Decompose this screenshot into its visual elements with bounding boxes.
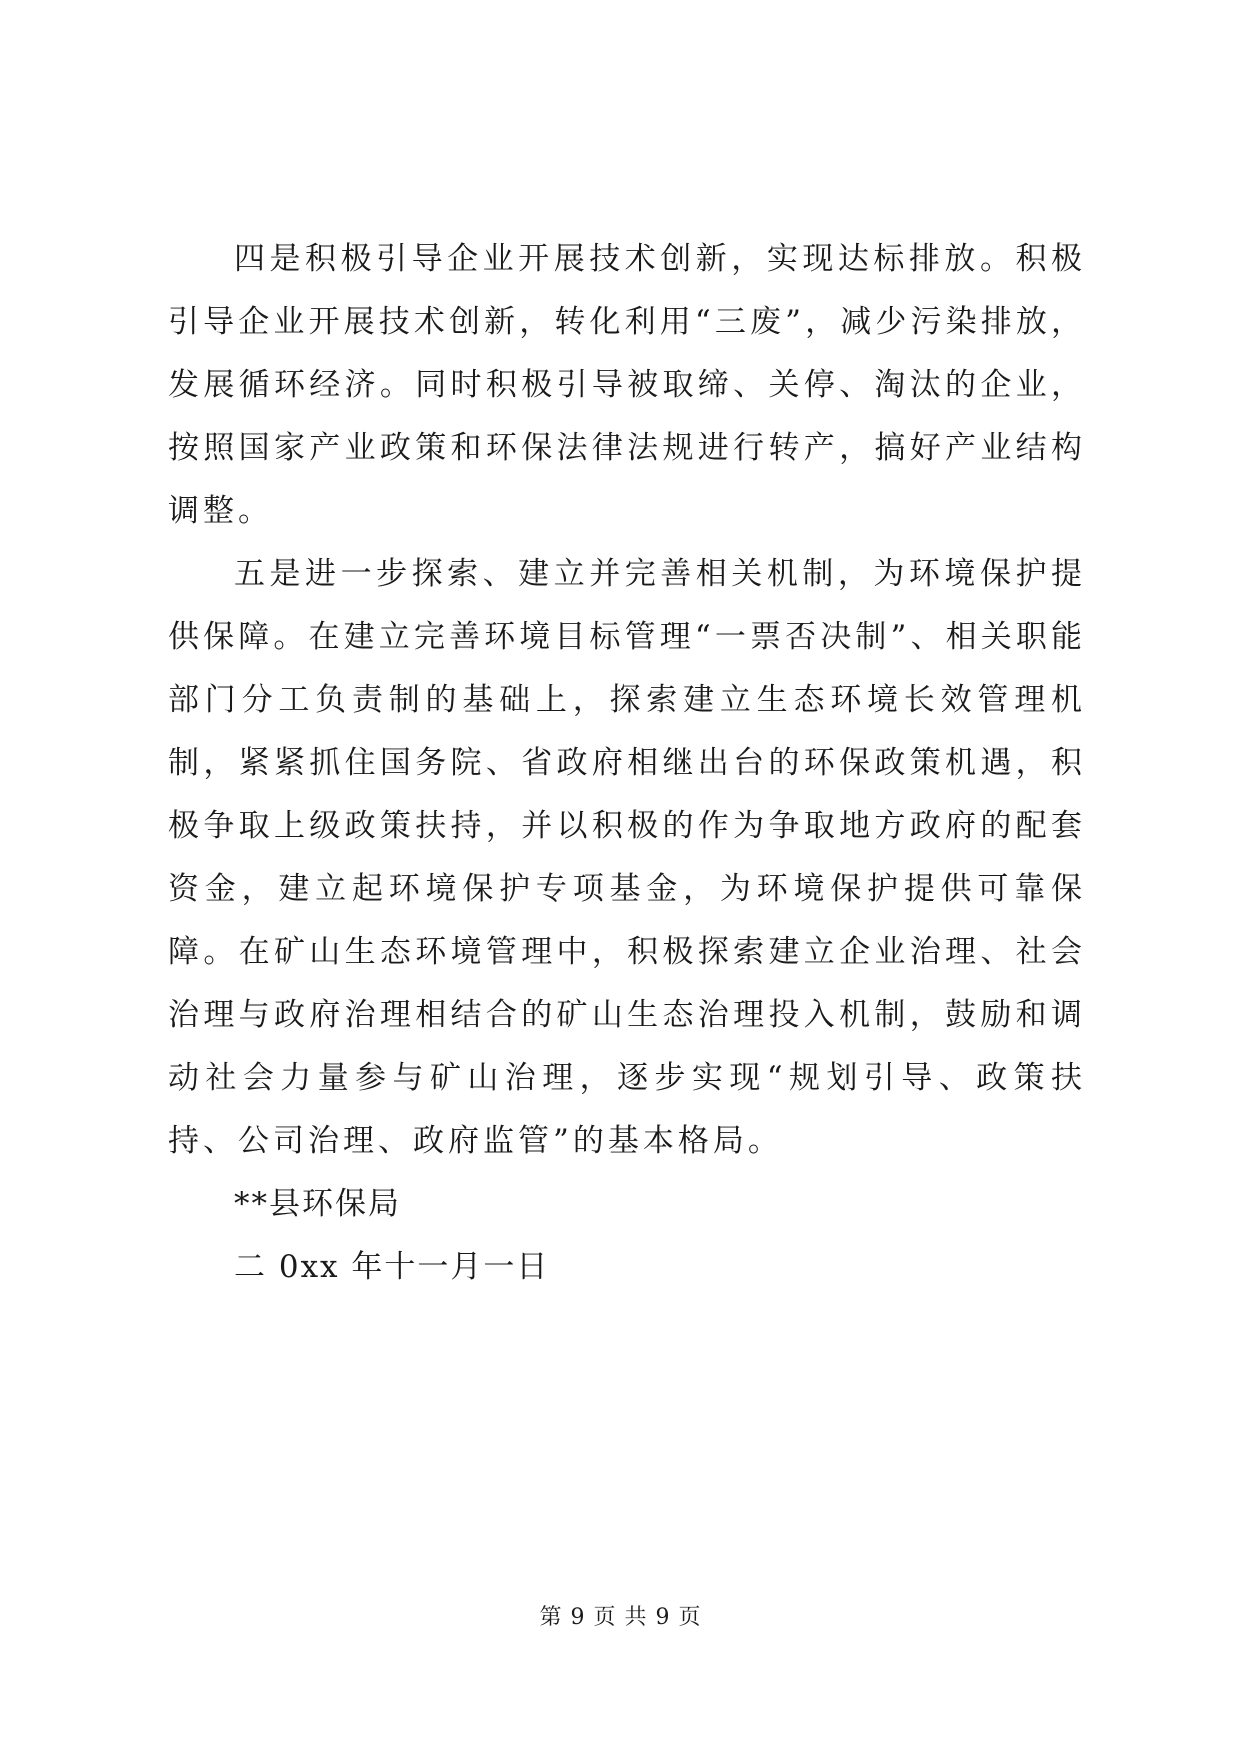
paragraph-five: 五是进一步探索、建立并完善相关机制，为环境保护提供保障。在建立完善环境目标管理“一票否决制”、相关职能部门分工负责制的基础上，探索建立生态环境长效管理机制，紧紧抓住国务院、省政府相继出台的环保政策机遇，积极争取上级政策扶持，并以积极的作为争取地方政府的配套资金，建立起环境保护专项基金，为环境保护提供可靠保障。在矿山生态环境管理中，积极探索建立企业治理、社会治理与政府治理相结合的矿山生态治理投入机制，鼓励和调动社会力量参与矿山治理，逐步实现“规划引导、政策扶持、公司治理、政府监管”的基本格局。 [168, 556, 1086, 1159]
document-body [168, 228, 1086, 1299]
signature-organization: **县环保局 [234, 1186, 401, 1222]
signature-date: 二 0xx 年十一月一日 [234, 1249, 550, 1285]
page-footer: 第 9 页 共 9 页 [539, 1605, 702, 1630]
paragraph-four: 四是积极引导企业开展技术创新，实现达标排放。积极引导企业开展技术创新，转化利用“三废”，减少污染排放，发展循环经济。同时积极引导被取缔、关停、淘汰的企业，按照国家产业政策和环保法律法规进行转产，搞好产业结构调整。 [168, 241, 1086, 529]
